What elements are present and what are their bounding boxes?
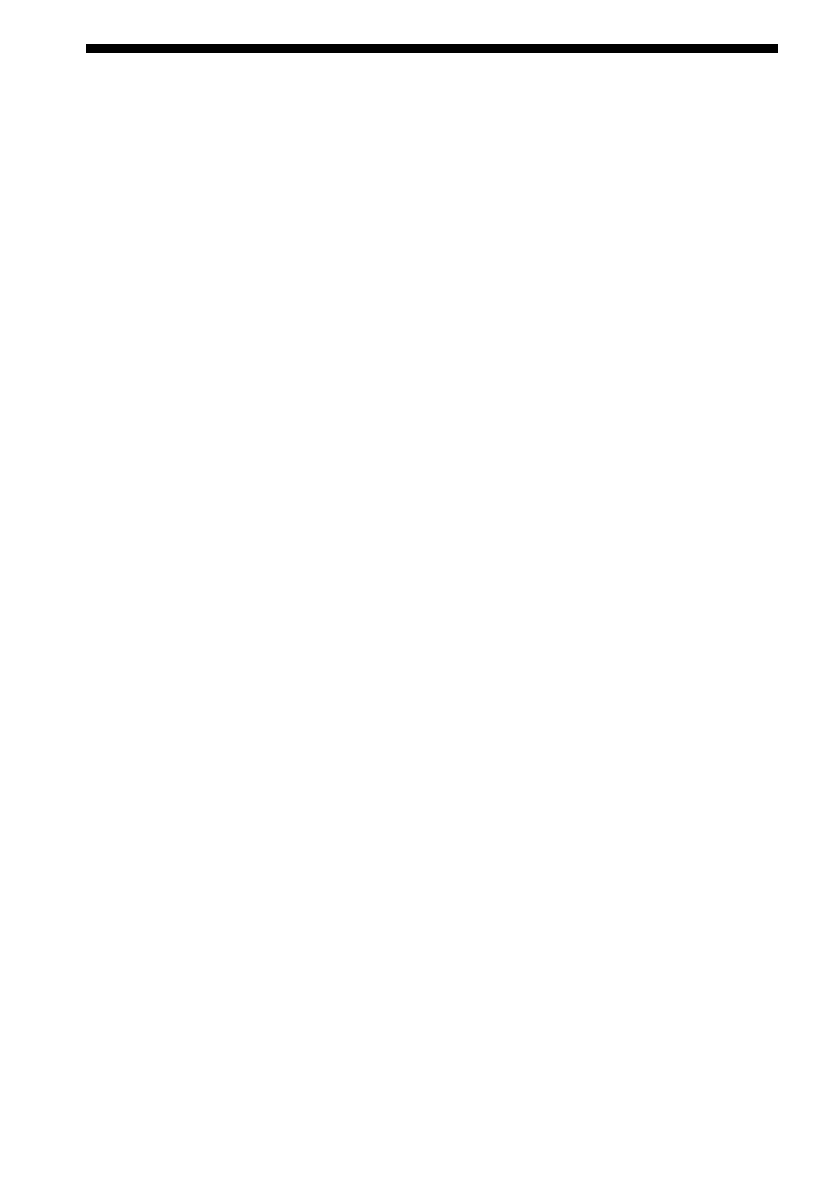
toc-column-right <box>452 106 782 112</box>
top-rule <box>86 44 778 53</box>
page-number <box>86 1133 87 1152</box>
toc-column-left <box>86 106 416 112</box>
